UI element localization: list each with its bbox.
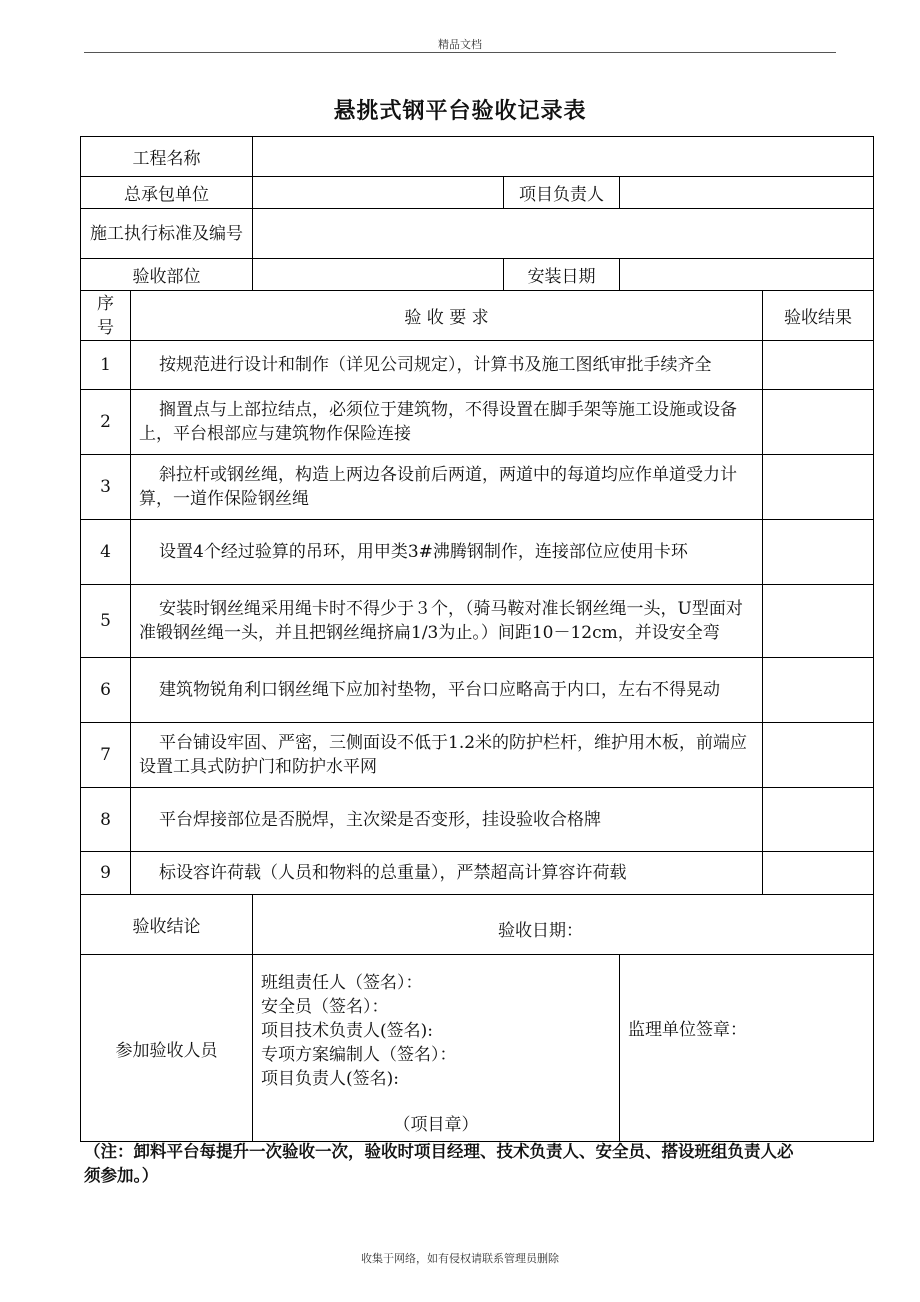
item-result[interactable] [763,788,874,852]
item-requirement: 搁置点与上部拉结点，必须位于建筑物，不得设置在脚手架等施工设施或设备上，平台根部应与建筑物作保险连接 [131,390,763,455]
install-date-label: 安装日期 [504,259,620,291]
item-number: 1 [81,341,131,390]
item-result[interactable] [763,723,874,788]
location-value[interactable] [253,259,504,291]
item-requirement: 平台焊接部位是否脱焊，主次梁是否变形，挂设验收合格牌 [131,788,763,852]
inspection-date-label[interactable]: 验收日期： [253,895,874,955]
standard-value[interactable] [253,209,874,259]
requirements-header: 验 收 要 求 [131,291,763,341]
item-result[interactable] [763,585,874,658]
item-requirement: 设置4个经过验算的吊环，用甲类3#沸腾钢制作，连接部位应使用卡环 [131,520,763,585]
item-requirement: 标设容许荷载（人员和物料的总重量），严禁超高计算容许荷载 [131,852,763,895]
project-name-label: 工程名称 [81,137,253,177]
tech-lead-signature[interactable]: 项目技术负责人(签名): [261,1021,433,1041]
item-number: 9 [81,852,131,895]
supervisor-seal-label[interactable]: 监理单位签章： [620,955,874,1142]
item-number: 5 [81,585,131,658]
item-result[interactable] [763,341,874,390]
general-contractor-value[interactable] [253,177,504,209]
item-number: 7 [81,723,131,788]
inspection-table [80,136,874,1142]
item-result[interactable] [763,390,874,455]
conclusion-label: 验收结论 [81,895,253,955]
page-header: 精品文档 [438,38,482,51]
location-label: 验收部位 [81,259,253,291]
footnote: （注：卸料平台每提升一次验收一次，验收时项目经理、技术负责人、安全员、搭设班组负责人必须参加。） [84,1142,794,1185]
item-requirement: 建筑物锐角利口钢丝绳下应加衬垫物，平台口应略高于内口，左右不得晃动 [131,658,763,723]
project-manager-label: 项目负责人 [504,177,620,209]
team-leader-signature[interactable]: 班组责任人（签名）： [261,973,423,993]
result-header: 验收结果 [763,291,874,341]
plan-author-signature[interactable]: 专项方案编制人（签名）： [261,1045,457,1065]
participants-label: 参加验收人员 [81,955,253,1142]
general-contractor-label: 总承包单位 [81,177,253,209]
standard-label: 施工执行标准及编号 [81,209,253,259]
item-result[interactable] [763,455,874,520]
item-result[interactable] [763,520,874,585]
item-number: 3 [81,455,131,520]
page-footer: 收集于网络，如有侵权请联系管理员删除 [361,1252,559,1265]
project-seal-label: （项目章） [393,1115,479,1135]
item-requirement: 斜拉杆或钢丝绳，构造上两边各设前后两道，两道中的每道均应作单道受力计算，一道作保险钢丝绳 [131,455,763,520]
item-requirement: 按规范进行设计和制作（详见公司规定），计算书及施工图纸审批手续齐全 [131,341,763,390]
document-title: 悬挑式钢平台验收记录表 [333,99,587,124]
item-result[interactable] [763,658,874,723]
project-name-value[interactable] [253,137,874,177]
install-date-value[interactable] [620,259,874,291]
safety-officer-signature[interactable]: 安全员（签名）： [261,997,389,1017]
project-manager-value[interactable] [620,177,874,209]
item-requirement: 安装时钢丝绳采用绳卡时不得少于３个，（骑马鞍对准长钢丝绳一头，U型面对准锻钢丝绳一头，并且把钢丝绳挤扁1/3为止。）间距10－12cm，并设安全弯 [131,585,763,658]
item-number: 4 [81,520,131,585]
item-number: 8 [81,788,131,852]
item-result[interactable] [763,852,874,895]
signature-block[interactable] [253,955,620,1142]
project-manager-signature[interactable]: 项目负责人(签名): [261,1069,399,1089]
item-number: 2 [81,390,131,455]
item-requirement: 平台铺设牢固、严密，三侧面设不低于1.2米的防护栏杆，维护用木板，前端应设置工具式防护门和防护水平网 [131,723,763,788]
seq-header: 序号 [81,291,131,341]
header-divider [84,52,836,53]
item-number: 6 [81,658,131,723]
